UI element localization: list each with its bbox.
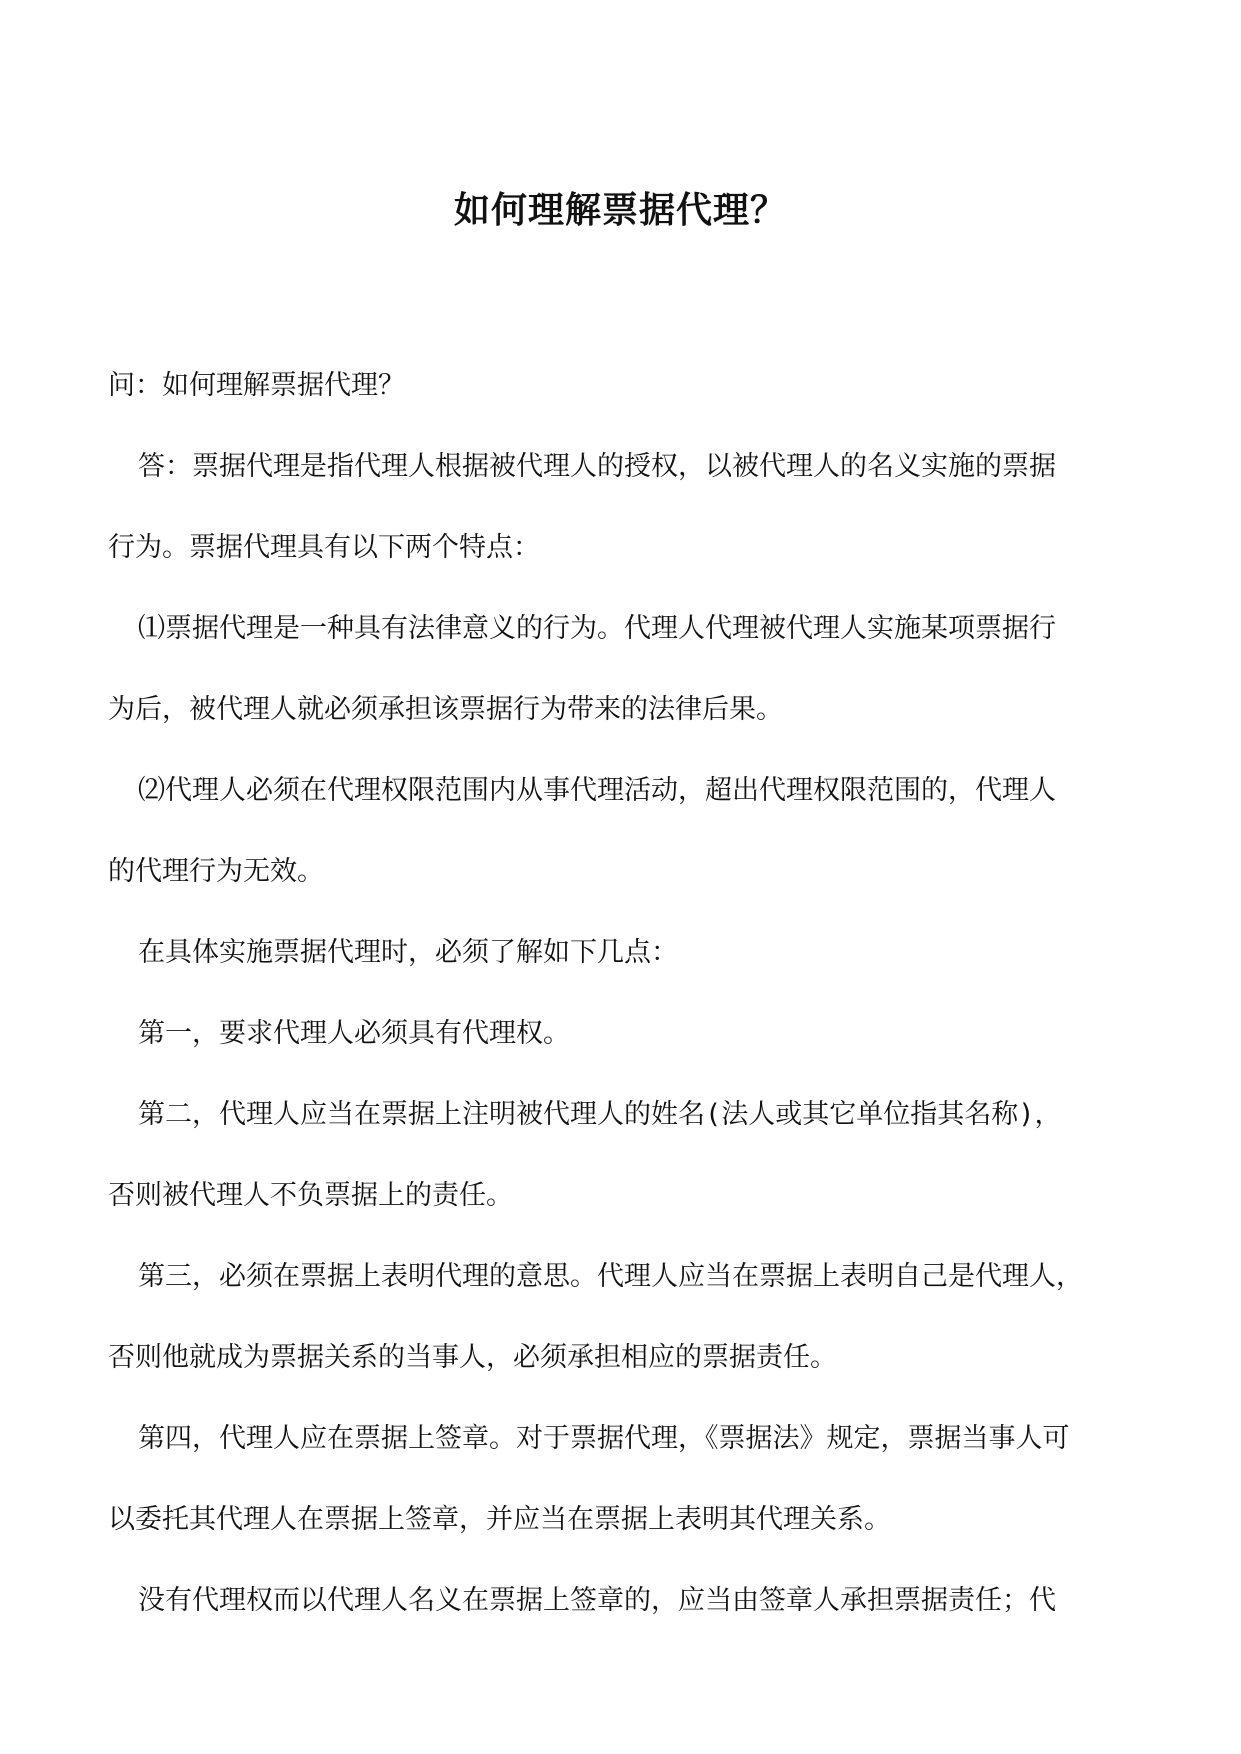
text-line: 以委托其代理人在票据上签章，并应当在票据上表明其代理关系。 (108, 1504, 891, 1535)
text-line: ⑴票据代理是一种具有法律意义的行为。代理人代理被代理人实施某项票据行 (138, 613, 1056, 644)
text-line: 否则被代理人不负票据上的责任。 (108, 1180, 513, 1211)
document-body (108, 345, 1138, 1641)
text-line: ⑵代理人必须在代理权限范围内从事代理活动，超出代理权限范围的，代理人 (138, 775, 1056, 806)
page-title: 如何理解票据代理？ (453, 189, 787, 232)
text-line: 没有代理权而以代理人名义在票据上签章的，应当由签章人承担票据责任；代 (138, 1585, 1056, 1616)
text-line: 问：如何理解票据代理？ (108, 370, 405, 401)
text-line: 第三，必须在票据上表明代理的意思。代理人应当在票据上表明自己是代理人， (138, 1261, 1083, 1292)
text-line: 否则他就成为票据关系的当事人，必须承担相应的票据责任。 (108, 1342, 837, 1373)
text-line: 行为。票据代理具有以下两个特点： (108, 532, 540, 563)
text-line: 在具体实施票据代理时，必须了解如下几点： (138, 937, 678, 968)
text-line: 的代理行为无效。 (108, 856, 324, 887)
text-line: 答：票据代理是指代理人根据被代理人的授权，以被代理人的名义实施的票据 (138, 451, 1056, 482)
text-line: 为后，被代理人就必须承担该票据行为带来的法律后果。 (108, 694, 783, 725)
text-line: 第一，要求代理人必须具有代理权。 (138, 1018, 570, 1049)
text-line: 第四，代理人应在票据上签章。对于票据代理，《票据法》规定，票据当事人可 (138, 1423, 1070, 1454)
text-line: 第二，代理人应当在票据上注明被代理人的姓名(法人或其它单位指其名称)， (138, 1099, 1062, 1130)
